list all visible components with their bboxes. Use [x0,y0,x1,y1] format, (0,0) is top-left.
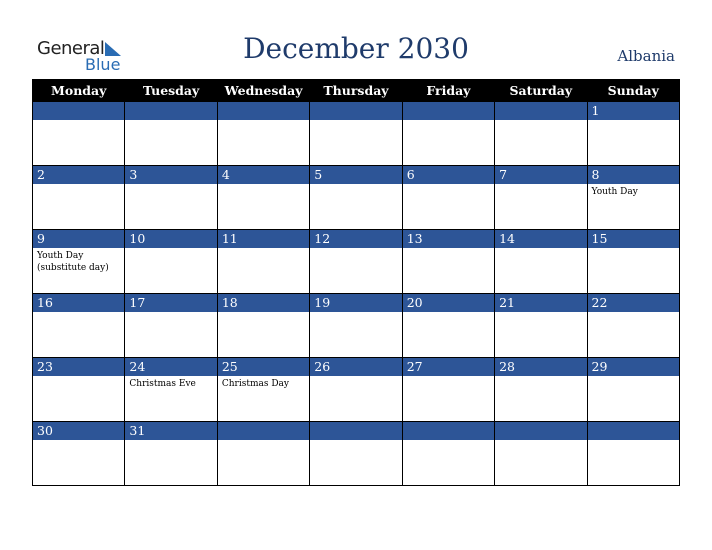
day-cell [495,102,587,166]
day-number: 15 [588,230,679,248]
logo-blue-text: Blue [85,55,121,74]
day-number: 17 [125,294,216,312]
holiday-label [310,312,401,314]
day-number: 6 [403,166,494,184]
day-number: 22 [588,294,679,312]
day-cell [402,358,494,422]
holiday-label [403,376,494,378]
holiday-label [33,184,124,186]
day-number: 30 [33,422,124,440]
day-cell [217,166,309,230]
holiday-label [495,312,586,314]
holiday-label [495,248,586,250]
day-cell [310,230,402,294]
holiday-label [218,184,309,186]
holiday-label: Youth Day (substitute day) [37,251,109,273]
holiday-label [218,120,309,122]
week-row [33,358,680,422]
holiday-label [495,440,586,442]
holiday-label [588,120,679,122]
day-cell [587,422,679,486]
day-number: 1 [588,102,679,120]
day-cell [402,102,494,166]
weekday-header: Thursday [310,80,402,102]
day-number: 20 [403,294,494,312]
day-cell [310,166,402,230]
week-row [33,294,680,358]
day-number [125,102,216,120]
holiday-label [310,376,401,378]
holiday-label [125,312,216,314]
day-cell [495,230,587,294]
day-cell [125,230,217,294]
weekday-header: Tuesday [125,80,217,102]
day-number [495,102,586,120]
day-number: 14 [495,230,586,248]
holiday-label [588,440,679,442]
holiday-label [310,440,401,442]
page-title: December 2030 [243,32,469,65]
day-cell [587,294,679,358]
day-number: 8 [588,166,679,184]
day-cell [33,422,125,486]
holiday-label [218,312,309,314]
holiday-label [33,376,124,378]
holiday-label [125,440,216,442]
day-number: 18 [218,294,309,312]
week-row [33,102,680,166]
holiday-label [125,248,216,250]
day-cell [217,230,309,294]
logo-general-text: General [37,38,105,59]
holiday-label [218,440,309,442]
day-number: 10 [125,230,216,248]
day-cell [587,358,679,422]
holiday-label [403,120,494,122]
day-cell [495,294,587,358]
day-number: 13 [403,230,494,248]
holiday-label [495,120,586,122]
calendar-grid [32,79,680,486]
day-cell [33,166,125,230]
weekday-header: Wednesday [217,80,309,102]
day-cell [402,166,494,230]
day-cell [125,102,217,166]
day-cell [125,166,217,230]
day-cell [217,102,309,166]
day-number: 31 [125,422,216,440]
day-number: 25 [218,358,309,376]
holiday-label: Christmas Eve [129,379,196,389]
day-number: 27 [403,358,494,376]
day-number [310,422,401,440]
day-number: 28 [495,358,586,376]
holiday-label [495,376,586,378]
day-cell [587,230,679,294]
holiday-label: Youth Day [591,187,638,197]
holiday-label [403,248,494,250]
day-number: 19 [310,294,401,312]
day-number [33,102,124,120]
country-label: Albania [617,47,675,65]
day-cell [310,422,402,486]
holiday-label: Christmas Day [221,379,289,389]
holiday-label [495,184,586,186]
holiday-label [125,120,216,122]
holiday-label [33,120,124,122]
weekday-header-row [33,80,680,102]
day-cell [217,422,309,486]
holiday-label [310,120,401,122]
day-cell [402,294,494,358]
holiday-label [218,248,309,250]
day-number [218,422,309,440]
day-cell [310,358,402,422]
weekday-header: Sunday [587,80,679,102]
day-number: 11 [218,230,309,248]
holiday-label [125,184,216,186]
holiday-label [403,184,494,186]
holiday-label [310,248,401,250]
holiday-label [588,248,679,250]
day-cell [33,102,125,166]
day-cell [587,166,679,230]
day-number: 3 [125,166,216,184]
day-number: 5 [310,166,401,184]
day-number [403,422,494,440]
day-number: 4 [218,166,309,184]
day-cell [125,294,217,358]
weekday-header: Saturday [495,80,587,102]
day-number: 21 [495,294,586,312]
day-number: 26 [310,358,401,376]
day-number [588,422,679,440]
day-number: 12 [310,230,401,248]
holiday-label [310,184,401,186]
day-cell [33,358,125,422]
day-number: 16 [33,294,124,312]
day-number [218,102,309,120]
day-cell [402,230,494,294]
day-cell [217,358,309,422]
weekday-header: Monday [33,80,125,102]
holiday-label [403,312,494,314]
day-number: 29 [588,358,679,376]
day-number: 9 [33,230,124,248]
holiday-label [403,440,494,442]
week-row [33,166,680,230]
day-cell [310,102,402,166]
weekday-header: Friday [402,80,494,102]
day-number: 7 [495,166,586,184]
day-cell [125,358,217,422]
day-cell [495,358,587,422]
day-number: 2 [33,166,124,184]
day-number [310,102,401,120]
holiday-label [33,312,124,314]
day-cell [402,422,494,486]
day-cell [217,294,309,358]
day-cell [33,294,125,358]
week-row [33,422,680,486]
day-number: 24 [125,358,216,376]
day-cell [495,166,587,230]
day-number: 23 [33,358,124,376]
holiday-label [588,312,679,314]
holiday-label [588,376,679,378]
day-cell [125,422,217,486]
day-number [403,102,494,120]
day-cell [587,102,679,166]
day-number [495,422,586,440]
day-cell [33,230,125,294]
holiday-label [33,440,124,442]
day-cell [310,294,402,358]
week-row [33,230,680,294]
day-cell [495,422,587,486]
